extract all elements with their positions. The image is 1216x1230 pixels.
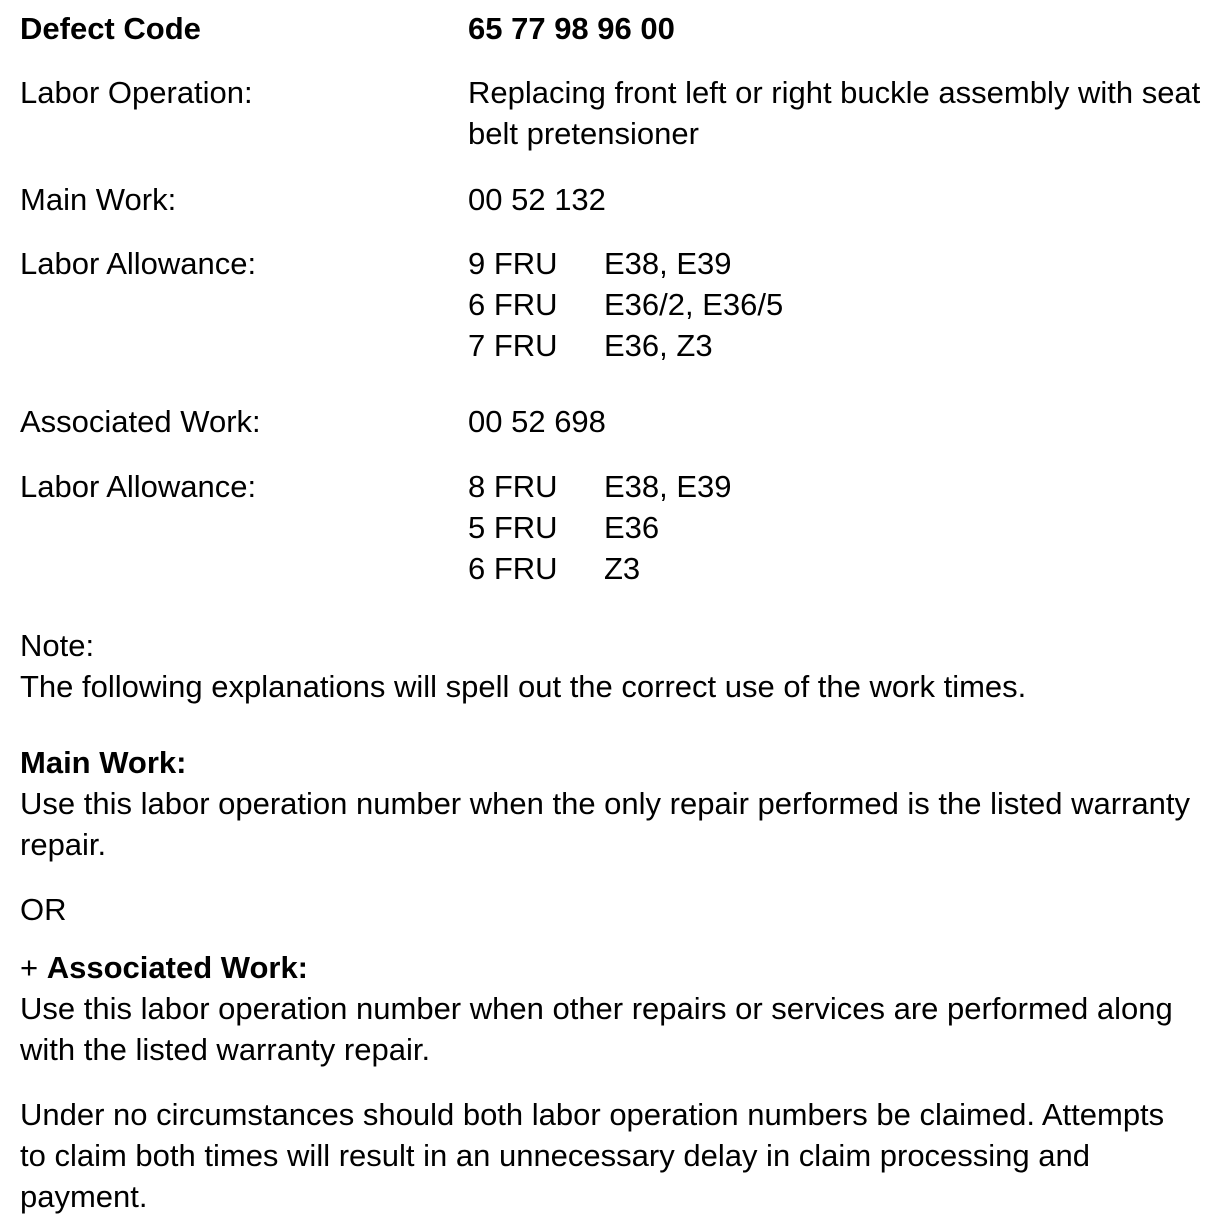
allowance-models: E36, Z3 xyxy=(604,328,713,363)
allowance-models: E38, E39 xyxy=(604,246,732,281)
labor-operation-value: Replacing front left or right buckle assembly with seat belt pretensioner xyxy=(468,75,1201,151)
associated-work-note-text: Use this labor operation number when other repairs or services are performed along with the listed warranty repair. xyxy=(20,991,1173,1067)
plus-sign: + xyxy=(20,950,39,985)
allowance-models: E38, E39 xyxy=(604,469,732,504)
closing-paragraph: Under no circumstances should both labor operation numbers be claimed. Attempts to claim both times will result in an unnecessary delay in claim processing and payment. xyxy=(20,1097,1165,1214)
allowance-amount: 7 FRU xyxy=(468,328,558,363)
allowance-models: Z3 xyxy=(604,551,641,586)
or-separator: OR xyxy=(20,892,67,927)
allowance-line xyxy=(468,548,1208,589)
main-work-note-text: Use this labor operation number when the only repair performed is the listed warranty repair. xyxy=(20,786,1190,862)
associated-work-value: 00 52 698 xyxy=(468,404,606,439)
note-heading: Note: xyxy=(20,628,95,663)
allowance-line xyxy=(468,466,1208,507)
allowance-line xyxy=(468,507,1208,548)
labor-operation-label: Labor Operation: xyxy=(20,75,253,110)
associated-work-note-heading: Associated Work: xyxy=(46,950,309,985)
main-allowance-list xyxy=(468,243,1208,366)
allowance-line xyxy=(468,284,1208,325)
allowance-line xyxy=(468,243,1208,284)
defect-code-label: Defect Code xyxy=(20,11,201,46)
main-work-value: 00 52 132 xyxy=(468,182,606,217)
note-section xyxy=(20,625,1196,707)
main-work-label: Main Work: xyxy=(20,182,177,217)
main-work-note-heading: Main Work: xyxy=(20,745,187,780)
associated-allowance-list xyxy=(468,466,1208,589)
allowance-amount: 9 FRU xyxy=(468,246,558,281)
allowance-amount: 6 FRU xyxy=(468,287,558,322)
allowance-amount: 5 FRU xyxy=(468,510,558,545)
allowance-amount: 8 FRU xyxy=(468,469,558,504)
associated-work-label: Associated Work: xyxy=(20,404,261,439)
allowance-amount: 6 FRU xyxy=(468,551,558,586)
associated-allowance-label: Labor Allowance: xyxy=(20,469,257,504)
allowance-line xyxy=(468,325,1208,366)
defect-code-value: 65 77 98 96 00 xyxy=(468,11,675,46)
main-allowance-label: Labor Allowance: xyxy=(20,246,257,281)
associated-work-note-heading-line xyxy=(20,947,1196,988)
allowance-models: E36 xyxy=(604,510,660,545)
main-work-note-section xyxy=(20,742,1196,865)
allowance-models: E36/2, E36/5 xyxy=(604,287,784,322)
associated-work-note-section xyxy=(20,947,1196,1070)
note-text: The following explanations will spell out the correct use of the work times. xyxy=(20,669,1027,704)
